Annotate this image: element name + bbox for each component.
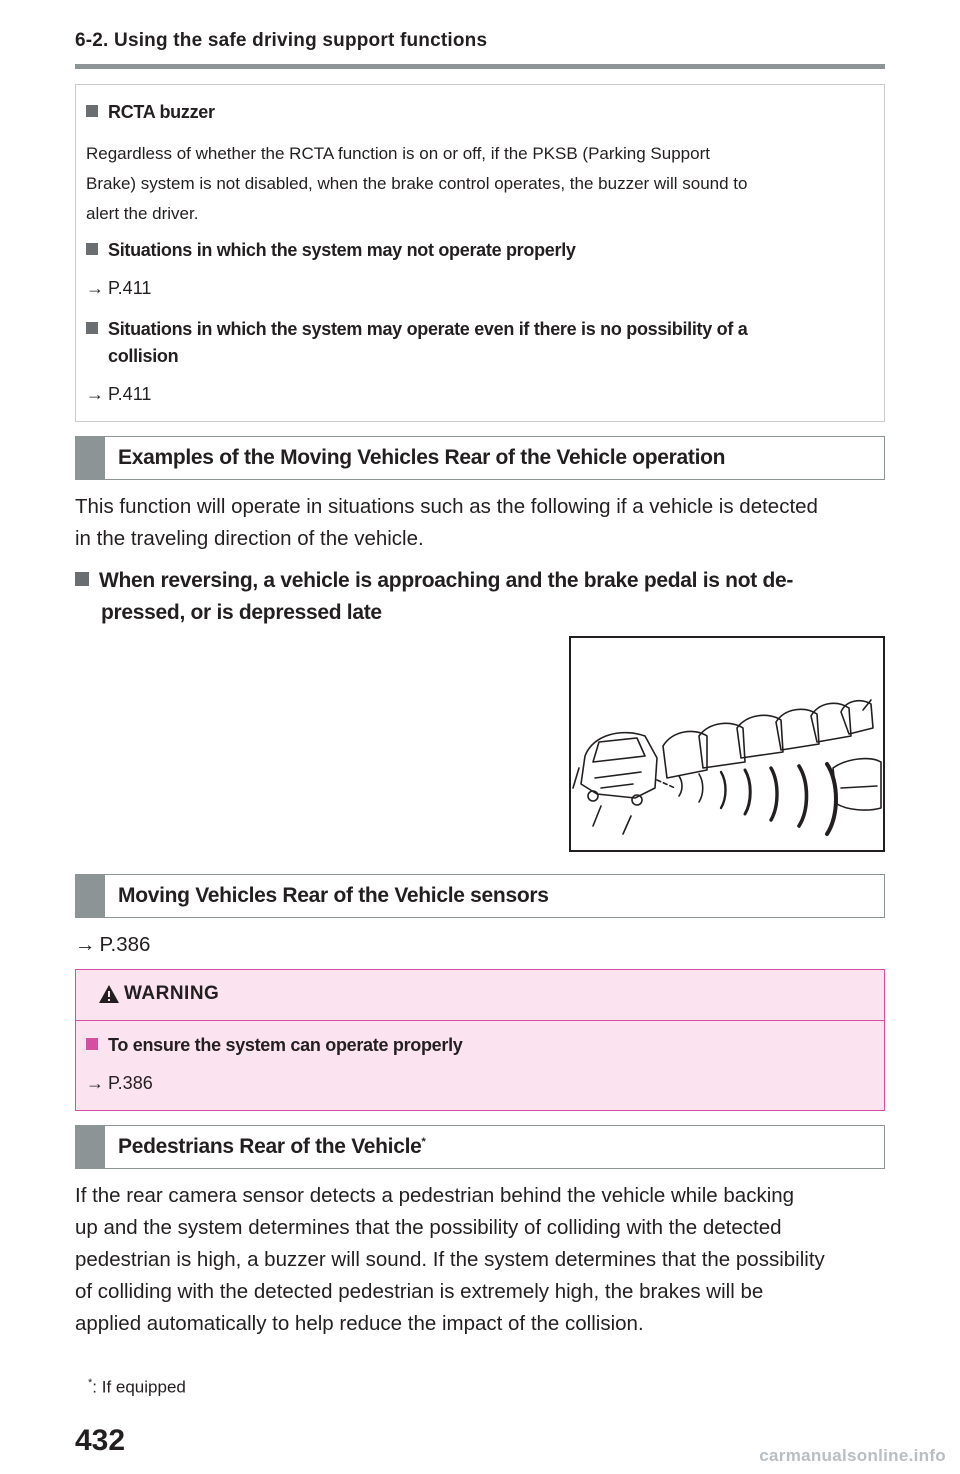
section-tab xyxy=(75,1125,105,1169)
pedestrians-body-line-5: applied automatically to help reduce the impact of the collision. xyxy=(75,1312,644,1335)
pedestrians-body-line-4: of colliding with the detected pedestrian is extremely high, the brakes will be xyxy=(75,1280,764,1303)
footnote xyxy=(88,1377,186,1398)
not-operate-heading: Situations in which the system may not operate properly xyxy=(86,240,576,261)
header-rule xyxy=(75,64,885,69)
reversing-car-svg xyxy=(571,638,883,850)
examples-body-line-2: in the traveling direction of the vehicle. xyxy=(75,527,424,550)
info-box xyxy=(75,84,885,422)
warning-page-ref[interactable]: → P.386 xyxy=(86,1073,153,1093)
section-tab xyxy=(75,436,105,480)
square-bullet-icon xyxy=(75,572,89,586)
square-bullet-icon xyxy=(86,322,98,334)
arrow-right-icon: → xyxy=(75,933,96,956)
section-examples-title: Examples of the Moving Vehicles Rear of the Vehicle operation xyxy=(118,446,726,469)
section-examples-bar xyxy=(75,436,885,480)
section-header-title: 6-2. Using the safe driving support functions xyxy=(75,30,488,51)
rcta-heading: RCTA buzzer xyxy=(86,102,215,123)
pedestrians-body-line-1: If the rear camera sensor detects a pedestrian behind the vehicle while backing xyxy=(75,1184,795,1207)
arrow-right-icon: → xyxy=(86,278,104,298)
examples-subhead-line-2: pressed, or is depressed late xyxy=(101,601,382,624)
pedestrians-body-line-2: up and the system determines that the possibility of colliding with the detected xyxy=(75,1216,782,1239)
may-operate-heading-line-1: Situations in which the system may operate even if there is no possibility of a xyxy=(86,319,747,340)
warning-title: WARNING xyxy=(124,983,220,1004)
reversing-car-illustration xyxy=(569,636,885,852)
section-pedestrians-title: Pedestrians Rear of the Vehicle* xyxy=(118,1135,426,1158)
square-bullet-icon xyxy=(86,1038,98,1050)
examples-subhead-line-1: When reversing, a vehicle is approaching and the brake pedal is not de- xyxy=(75,565,793,597)
square-bullet-icon xyxy=(86,105,98,117)
section-sensors-title: Moving Vehicles Rear of the Vehicle sensors xyxy=(118,884,549,907)
footnote-marker: * xyxy=(88,1377,93,1389)
square-bullet-icon xyxy=(86,243,98,255)
pedestrians-body-line-3: pedestrian is high, a buzzer will sound. If the system determines that the possibility xyxy=(75,1248,825,1271)
rcta-text-line-2: Brake) system is not disabled, when the brake control operates, the buzzer will sound to xyxy=(86,174,748,193)
section-pedestrians-bar xyxy=(75,1125,885,1169)
sensors-page-ref[interactable]: → P.386 xyxy=(75,933,151,956)
not-operate-page-ref[interactable]: → P.411 xyxy=(86,278,152,298)
arrow-right-icon: → xyxy=(86,384,104,404)
may-operate-page-ref[interactable]: → P.411 xyxy=(86,384,152,404)
examples-body-line-1: This function will operate in situations such as the following if a vehicle is detected xyxy=(75,495,818,518)
page-number: 432 xyxy=(75,1424,126,1457)
rcta-text-line-3: alert the driver. xyxy=(86,204,199,223)
section-sensors-bar xyxy=(75,874,885,918)
warning-triangle-icon xyxy=(98,984,120,1004)
warning-item-heading: To ensure the system can operate properly xyxy=(86,1035,463,1056)
footnote-text: : If equipped xyxy=(92,1377,186,1397)
rcta-text-line-1: Regardless of whether the RCTA function is on or off, if the PKSB (Parking Support xyxy=(86,144,710,163)
warning-box xyxy=(75,969,885,1111)
may-operate-heading-line-2: collision xyxy=(108,346,179,366)
section-tab xyxy=(75,874,105,918)
footnote-marker: * xyxy=(421,1136,426,1148)
arrow-right-icon: → xyxy=(86,1073,104,1093)
watermark: carmanualsonline.info xyxy=(759,1446,946,1465)
warning-header xyxy=(76,970,884,1021)
